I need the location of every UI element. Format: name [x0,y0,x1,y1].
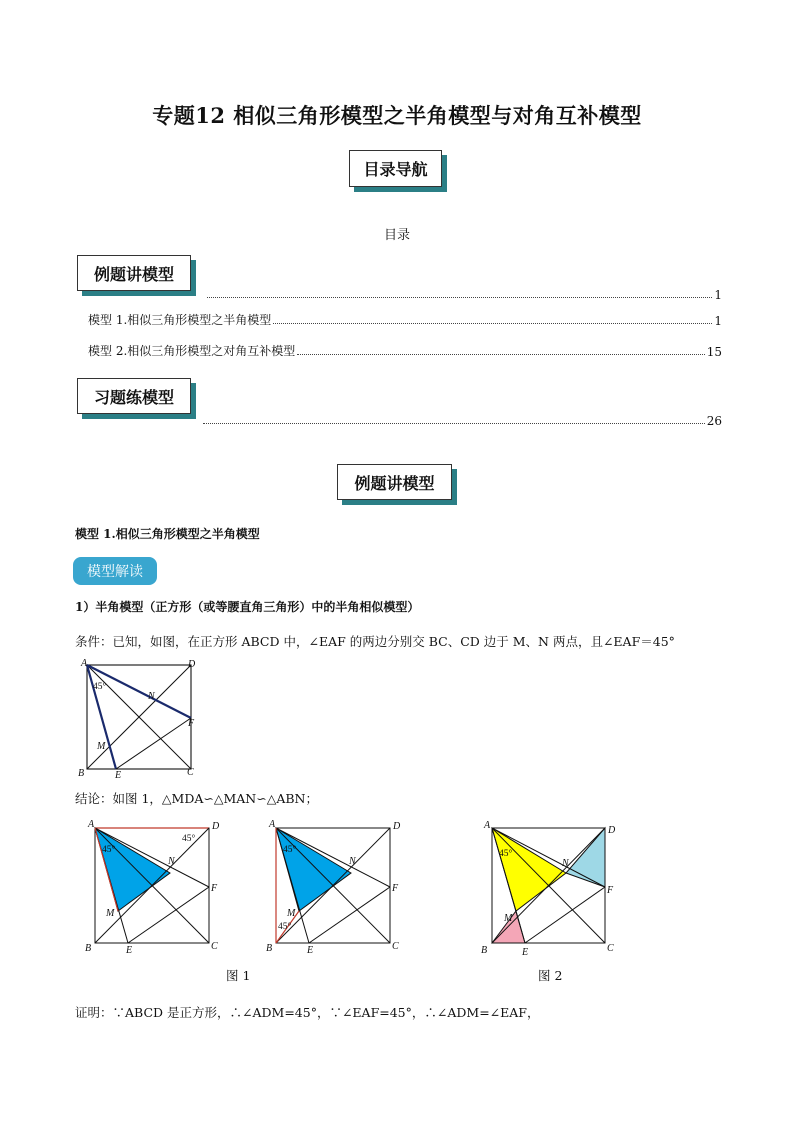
toc-entry-3[interactable] [88,342,722,359]
toc-dots [273,322,712,324]
toc-entry-4[interactable] [201,414,722,428]
label-F: F [607,885,614,896]
toc-page: 26 [706,414,722,428]
toc-page: 15 [706,345,722,359]
figure-2 [478,815,628,957]
label-F: F [211,883,218,894]
label-E: E [115,770,122,781]
figure-1a [82,815,232,957]
toc-dots [297,353,704,355]
label-C: C [392,941,399,952]
toc-entry-2[interactable] [88,311,722,328]
section-label-examples: 例题讲模型 [337,464,452,500]
figure-1-caption: 图 1 [226,968,251,983]
toc-entry-text: 模型 1.相似三角形模型之半角模型 [88,313,272,327]
angle-label: 45° [278,922,292,932]
label-A: A [88,819,95,830]
proof-text: 证明：∵ABCD 是正方形，∴∠ADM=45°，∵∠EAF=45°，∴∠ADM=∠EAF， [75,1005,540,1020]
label-F: F [188,718,195,729]
label-E: E [522,947,529,957]
toc-heading: 目录 [383,228,410,243]
condition-text: 条件：已知，如图，在正方形 ABCD 中，∠EAF 的两边分别交 BC、CD 边于 M、N 两点，且∠EAF＝45° [75,634,675,649]
toc-nav-button[interactable]: 目录导航 [349,150,442,187]
label-N: N [562,858,569,869]
figure-square-main [72,656,212,784]
point-1-heading: 1）半角模型（正方形（或等腰直角三角形）中的半角相似模型） [75,600,420,614]
label-M: M [97,741,106,752]
label-N: N [349,856,356,867]
toc-section-exercises[interactable]: 习题练模型 [77,378,191,414]
toc-entry-text: 模型 2.相似三角形模型之对角互补模型 [88,344,296,358]
angle-label: 45° [102,845,116,855]
label-N: N [168,856,175,867]
document-title: 专题12 相似三角形模型之半角模型与对角互补模型 [152,103,642,128]
toc-section-examples[interactable]: 例题讲模型 [77,255,191,291]
toc-entry-1[interactable] [205,288,722,302]
angle-label: 45° [182,834,196,844]
angle-label: 45° [283,845,297,855]
label-F: F [392,883,399,894]
label-E: E [126,945,133,956]
toc-page: 1 [714,288,722,302]
label-A: A [81,658,88,669]
label-B: B [266,943,273,954]
label-M: M [504,913,513,924]
label-D: D [608,825,616,836]
label-D: D [188,659,196,670]
label-B: B [78,768,85,779]
label-B: B [85,943,92,954]
toc-dots [203,422,705,424]
label-A: A [269,819,276,830]
figure-2-caption: 图 2 [538,968,563,983]
figure-1b [263,815,413,957]
conclusion-text: 结论：如图 1，△MDA∽△MAN∽△ABN； [75,791,318,806]
model-interpretation-badge: 模型解读 [73,557,157,585]
toc-page: 1 [714,314,722,328]
angle-label: 45° [499,849,513,859]
angle-label: 45° [93,682,107,692]
label-D: D [212,821,220,832]
label-M: M [106,908,115,919]
label-B: B [481,945,488,956]
label-C: C [211,941,218,952]
label-C: C [607,943,614,954]
toc-dots [207,296,712,298]
label-D: D [393,821,401,832]
label-N: N [148,691,155,702]
label-E: E [307,945,314,956]
label-A: A [484,820,491,831]
label-M: M [287,908,296,919]
label-C: C [187,767,194,778]
model-heading: 模型 1.相似三角形模型之半角模型 [75,527,260,541]
